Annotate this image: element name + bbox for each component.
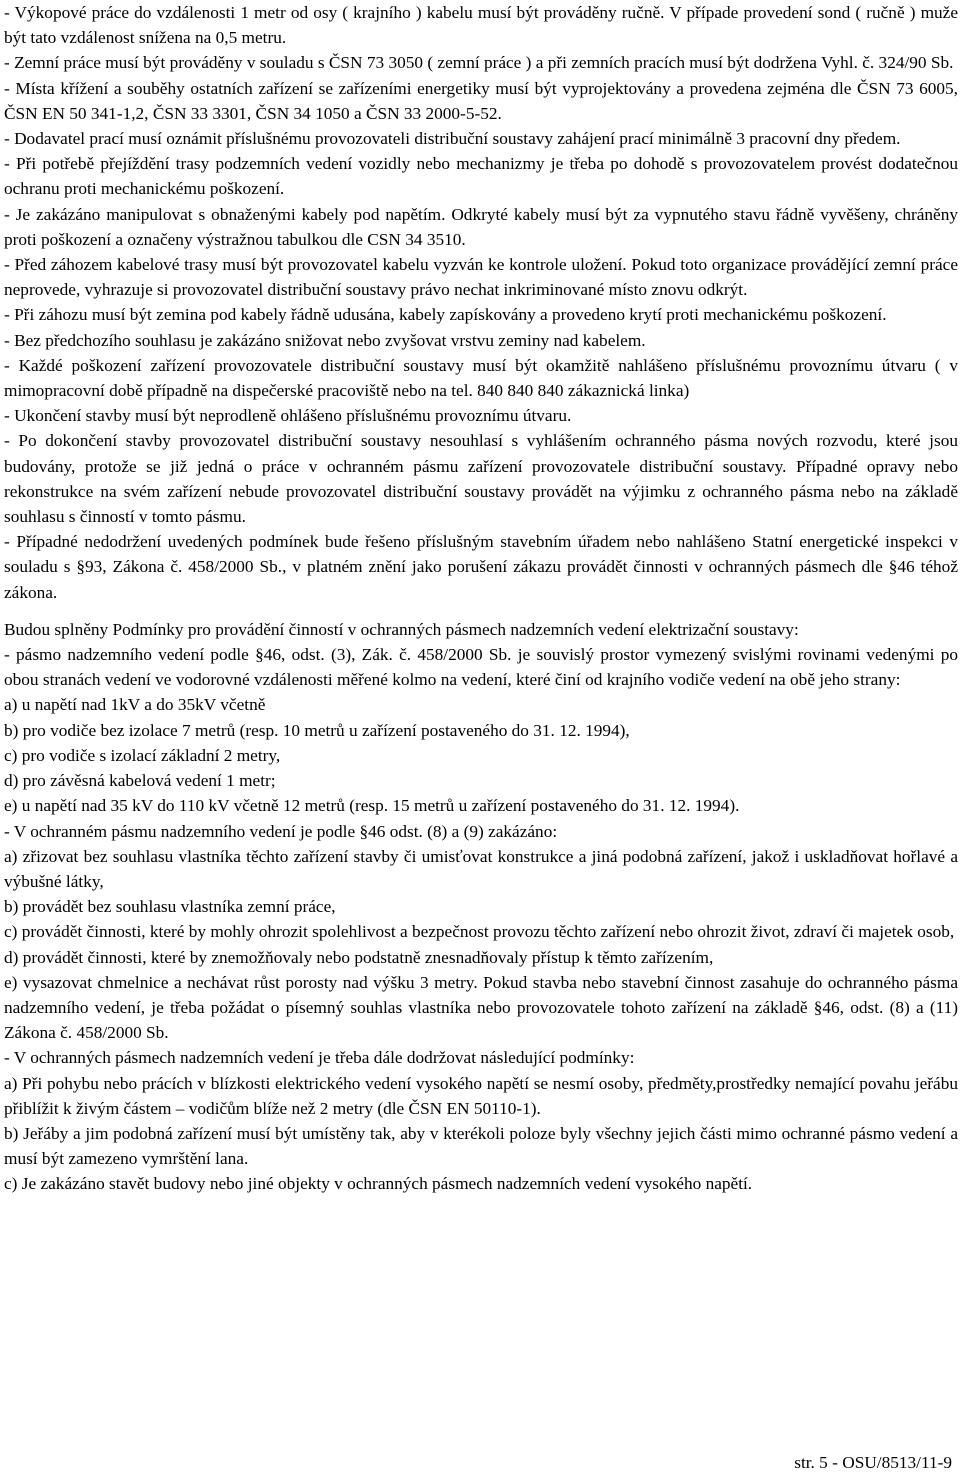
document-page [4, 0, 958, 1197]
paragraph: - pásmo nadzemního vedení podle §46, odst. (3), Zák. č. 458/2000 Sb. je souvislý prostor vymezený svislými rovinami vedenými po obou stranách vedení ve vodorovné vzdálenosti měřené kolmo na vedení, které činí od krajního vodiče vedení na obě jeho strany: [4, 645, 958, 690]
paragraph: - Po dokončení stavby provozovatel distribuční soustavy nesouhlasí s vyhlášením ochranného pásma nových rozvodu, které jsou budovány, protože se již jedná o práce v ochranném pásmu zařízení provozovatele distribuční soustavy. Případné opravy nebo rekonstrukce na svém zařízení nebude provozovatel distribuční soustavy provádět na výjimku z ochranného pásma nebo na základě souhlasu s činností v tomto pásmu. [4, 431, 958, 527]
paragraph: - Místa křížení a souběhy ostatních zařízení se zařízeními energetiky musí být vyprojektovány a provedena zejména dle ČSN 73 6005, ČSN EN 50 341-1,2, ČSN 33 3301, ČSN 34 1050 a ČSN 33 2000-5-52. [4, 78, 958, 123]
paragraph: - Ukončení stavby musí být neprodleně ohlášeno příslušnému provoznímu útvaru. [4, 406, 572, 426]
section-gap [4, 605, 958, 617]
paragraph: - V ochranných pásmech nadzemních vedení je třeba dále dodržovat následující podmínky: [4, 1048, 635, 1068]
list-item: a) zřizovat bez souhlasu vlastníka těchto zařízení stavby či umisťovat konstrukce a jiná podobná zařízení, jakož i uskladňovat hořlavé a výbušné látky, [4, 846, 958, 891]
list-item: c) pro vodiče s izolací základní 2 metry, [4, 745, 281, 765]
list-item: d) provádět činnosti, které by znemožňovaly nebo podstatně znesnadňovaly přístup k těmto zařízením, [4, 947, 714, 967]
paragraph: - Případné nedodržení uvedených podmínek bude řešeno příslušným stavebním úřadem nebo nahlášeno Statní energetické inspekci v souladu s §93, Zákona č. 458/2000 Sb., v platném znění jako porušení zákazu provádět činnosti v ochranných pásmech dle §46 téhož zákona. [4, 532, 958, 602]
list-item: b) pro vodiče bez izolace 7 metrů (resp. 10 metrů u zařízení postaveného do 31. 12. 1994), [4, 720, 630, 740]
list-item: e) vysazovat chmelnice a nechávat růst porosty nad výšku 3 metry. Pokud stavba nebo stavební činnost zasahuje do ochranného pásma nadzemního vedení, je třeba požádat o písemný souhlas vlastníka nebo provozovatele tohoto zařízení na základě §46, odst. (8) a (11) Zákona č. 458/2000 Sb. [4, 972, 958, 1043]
paragraph: - Je zakázáno manipulovat s obnaženými kabely pod napětím. Odkryté kabely musí být za vypnutého stavu řádně vyvěšeny, chráněny proti poškození a označeny výstražnou tabulkou dle CSN 34 3510. [4, 204, 958, 249]
section-overhead-line-conditions [4, 617, 958, 1197]
list-item: a) Při pohybu nebo prácích v blízkosti elektrického vedení vysokého napětí se nesmí osoby, předměty,prostředky nemající povahu jeřábu přiblížit k živým částem – vodičům blíže než 2 metry (dle ČSN EN 50110-1). [4, 1073, 958, 1118]
page-footer: str. 5 - OSU/8513/11-9 [794, 1453, 952, 1472]
list-item: d) pro závěsná kabelová vedení 1 metr; [4, 771, 276, 791]
list-item: c) Je zakázáno stavět budovy nebo jiné objekty v ochranných pásmech nadzemních vedení vysokého napětí. [4, 1174, 753, 1194]
paragraph: - Výkopové práce do vzdálenosti 1 metr od osy ( krajního ) kabelu musí být prováděny ručně. V případe provedení sond ( ručně ) muže být tato vzdálenost snížena na 0,5 metru. [4, 3, 958, 48]
list-item: a) u napětí nad 1kV a do 35kV včetně [4, 695, 266, 715]
list-item: b) Jeřáby a jim podobná zařízení musí být umístěny tak, aby v kterékoli poloze byly všechny jejich části mimo ochranné pásmo vedení a musí být zamezeno vymrštění lana. [4, 1123, 958, 1169]
paragraph: - Bez předchozího souhlasu je zakázáno snižovat nebo zvyšovat vrstvu zeminy nad kabelem. [4, 330, 646, 350]
list-item: e) u napětí nad 35 kV do 110 kV včetně 12 metrů (resp. 15 metrů u zařízení postaveného do 31. 12. 1994). [4, 796, 740, 816]
list-item: b) provádět bez souhlasu vlastníka zemní práce, [4, 897, 336, 917]
paragraph: Budou splněny Podmínky pro provádění činností v ochranných pásmech nadzemních vedení elektrizační soustavy: [4, 619, 799, 639]
paragraph: - V ochranném pásmu nadzemního vedení je podle §46 odst. (8) a (9) zakázáno: [4, 821, 558, 841]
paragraph: - Před záhozem kabelové trasy musí být provozovatel kabelu vyzván ke kontrole uložení. Pokud toto organizace provádějící zemní práce neprovede, vyhrazuje si provozovatel distribuční soustavy právo nechat inkriminované místo znovu odkrýt. [4, 255, 958, 300]
paragraph: - Při záhozu musí být zemina pod kabely řádně udusána, kabely zapískovány a provedeno krytí proti mechanickému poškození. [4, 305, 887, 325]
section-underground-conditions [4, 0, 958, 605]
paragraph: - Dodavatel prací musí oznámit příslušnému provozovateli distribuční soustavy zahájení prací minimálně 3 pracovní dny předem. [4, 129, 901, 149]
paragraph: - Každé poškození zařízení provozovatele distribuční soustavy musí být okamžitě nahlášeno příslušnému provoznímu útvaru ( v mimopracovní době případně na dispečerské pracoviště nebo na tel. 840 840 840 zákaznická linka) [4, 355, 958, 401]
paragraph: - Zemní práce musí být prováděny v souladu s ČSN 73 3050 ( zemní práce ) a při zemních pracích musí být dodržena Vyhl. č. 324/90 Sb. [4, 53, 954, 73]
list-item: c) provádět činnosti, které by mohly ohrozit spolehlivost a bezpečnost provozu těchto zařízení nebo ohrozit život, zdraví či majetek osob, [4, 922, 955, 942]
paragraph: - Při potřebě přejíždění trasy podzemních vedení vozidly nebo mechanizmy je třeba po dohodě s provozovatelem provést dodatečnou ochranu proti mechanickému poškození. [4, 154, 958, 199]
